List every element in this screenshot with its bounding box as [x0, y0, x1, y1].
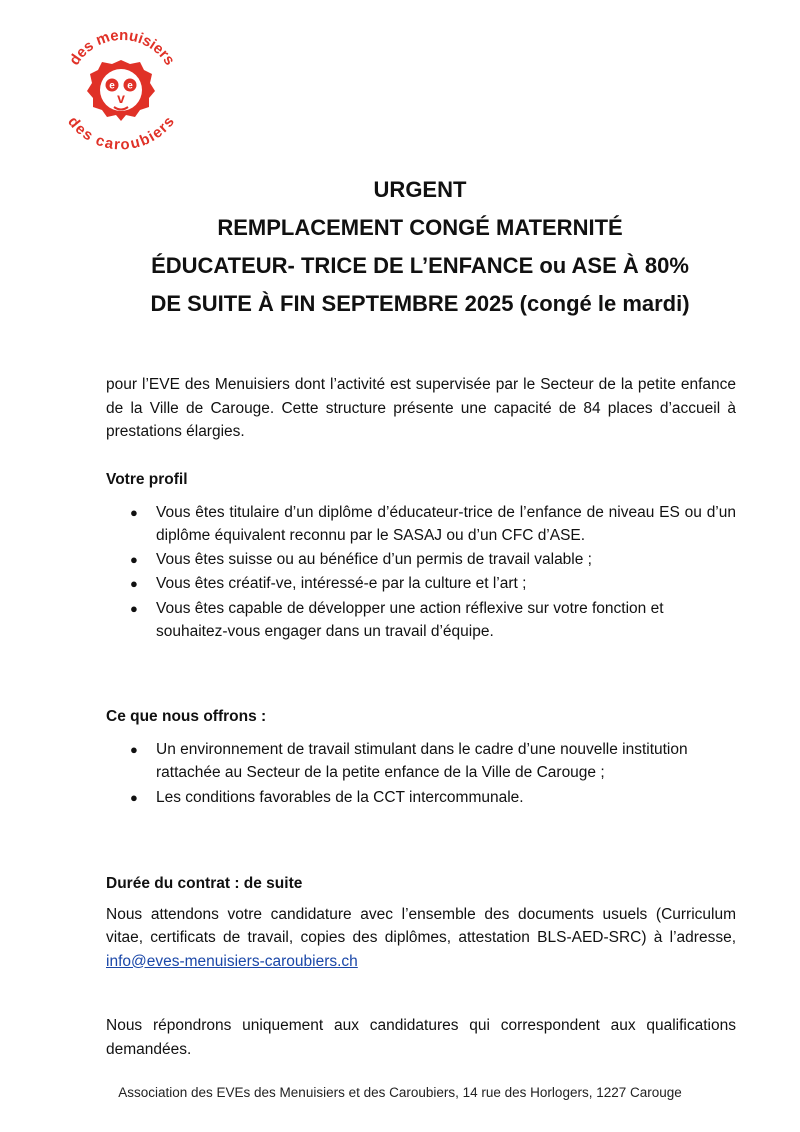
list-item: [106, 738, 736, 785]
contract-text: Nous attendons votre candidature avec l’ensemble des documents usuels (Curriculum vitae, certificats de travail, copies des diplômes, attestation BLS-AED-SRC) à l’adresse,: [106, 905, 736, 946]
profile-item-text: Vous êtes titulaire d’un diplôme d’éducateur-trice de l’enfance de niveau ES ou d’un diplôme équivalent reconnu par le SASAJ ou d’un CFC d’ASE.: [156, 503, 736, 544]
contract-paragraph: [106, 903, 736, 974]
intro-paragraph: pour l’EVE des Menuisiers dont l’activité est supervisée par le Secteur de la petite enfance de la Ville de Carouge. Cette structure présente une capacité de 84 places d’accueil à prestations élargies.: [106, 376, 736, 440]
offer-item-text: Un environnement de travail stimulant dans le cadre d’une nouvelle institution rattachée au Secteur de la petite enfance de la Ville de Carouge ;: [156, 740, 688, 781]
logo: [56, 22, 186, 152]
offer-section: [106, 705, 736, 810]
job-heading: [60, 171, 780, 323]
list-item: [106, 786, 736, 810]
list-item: [106, 548, 736, 572]
heading-line-dates: DE SUITE À FIN SEPTEMBRE 2025 (congé le mardi): [150, 291, 690, 316]
profile-title: Votre profil: [106, 471, 188, 488]
logo-eye-right-letter: e: [127, 80, 133, 92]
closing-paragraph: Nous répondrons uniquement aux candidatures qui correspondent aux qualifications demandées.: [106, 1017, 736, 1058]
email-link[interactable]: info@eves-menuisiers-caroubiers.ch: [106, 952, 358, 970]
footer-address: Association des EVEs des Menuisiers et des Caroubiers, 14 rue des Horlogers, 1227 Carouge: [118, 1085, 682, 1100]
bullet-icon: ●: [130, 600, 138, 616]
profile-section: [106, 468, 736, 645]
bullet-icon: ●: [130, 551, 138, 567]
heading-line-urgent: URGENT: [373, 177, 467, 202]
closing-section: [106, 1014, 736, 1061]
list-item: [106, 501, 736, 548]
bullet-icon: ●: [130, 576, 138, 591]
profile-list: [106, 501, 736, 644]
offer-title: Ce que nous offrons :: [106, 708, 267, 725]
logo-eye-left-letter: e: [109, 80, 115, 92]
heading-line-position: ÉDUCATEUR- TRICE DE L’ENFANCE ou ASE À 80%: [151, 253, 689, 278]
contract-title: Durée du contrat : de suite: [106, 875, 303, 892]
heading-line-replacement: REMPLACEMENT CONGÉ MATERNITÉ: [217, 215, 623, 240]
bullet-icon: ●: [130, 741, 138, 757]
logo-text-top: des menuisiers: [65, 26, 179, 69]
logo-text-bottom: des caroubiers: [64, 113, 178, 152]
intro-section: [106, 373, 736, 444]
bullet-icon: ●: [130, 504, 138, 520]
profile-item-text: Vous êtes créatif-ve, intéressé-e par la culture et l’art ;: [156, 575, 527, 592]
profile-item-text: Vous êtes capable de développer une action réflexive sur votre fonction et souhaitez-vous engager dans un travail d’équipe.: [156, 599, 664, 640]
offer-list: [106, 738, 736, 810]
lion-logo-icon: [56, 22, 186, 152]
contract-section: [106, 872, 736, 973]
profile-item-text: Vous êtes suisse ou au bénéfice d’un permis de travail valable ;: [156, 550, 592, 568]
bullet-icon: ●: [130, 789, 138, 805]
list-item: [106, 597, 736, 644]
offer-item-text: Les conditions favorables de la CCT intercommunale.: [156, 788, 524, 806]
logo-nose-letter: v: [117, 90, 125, 106]
list-item: [106, 572, 736, 596]
